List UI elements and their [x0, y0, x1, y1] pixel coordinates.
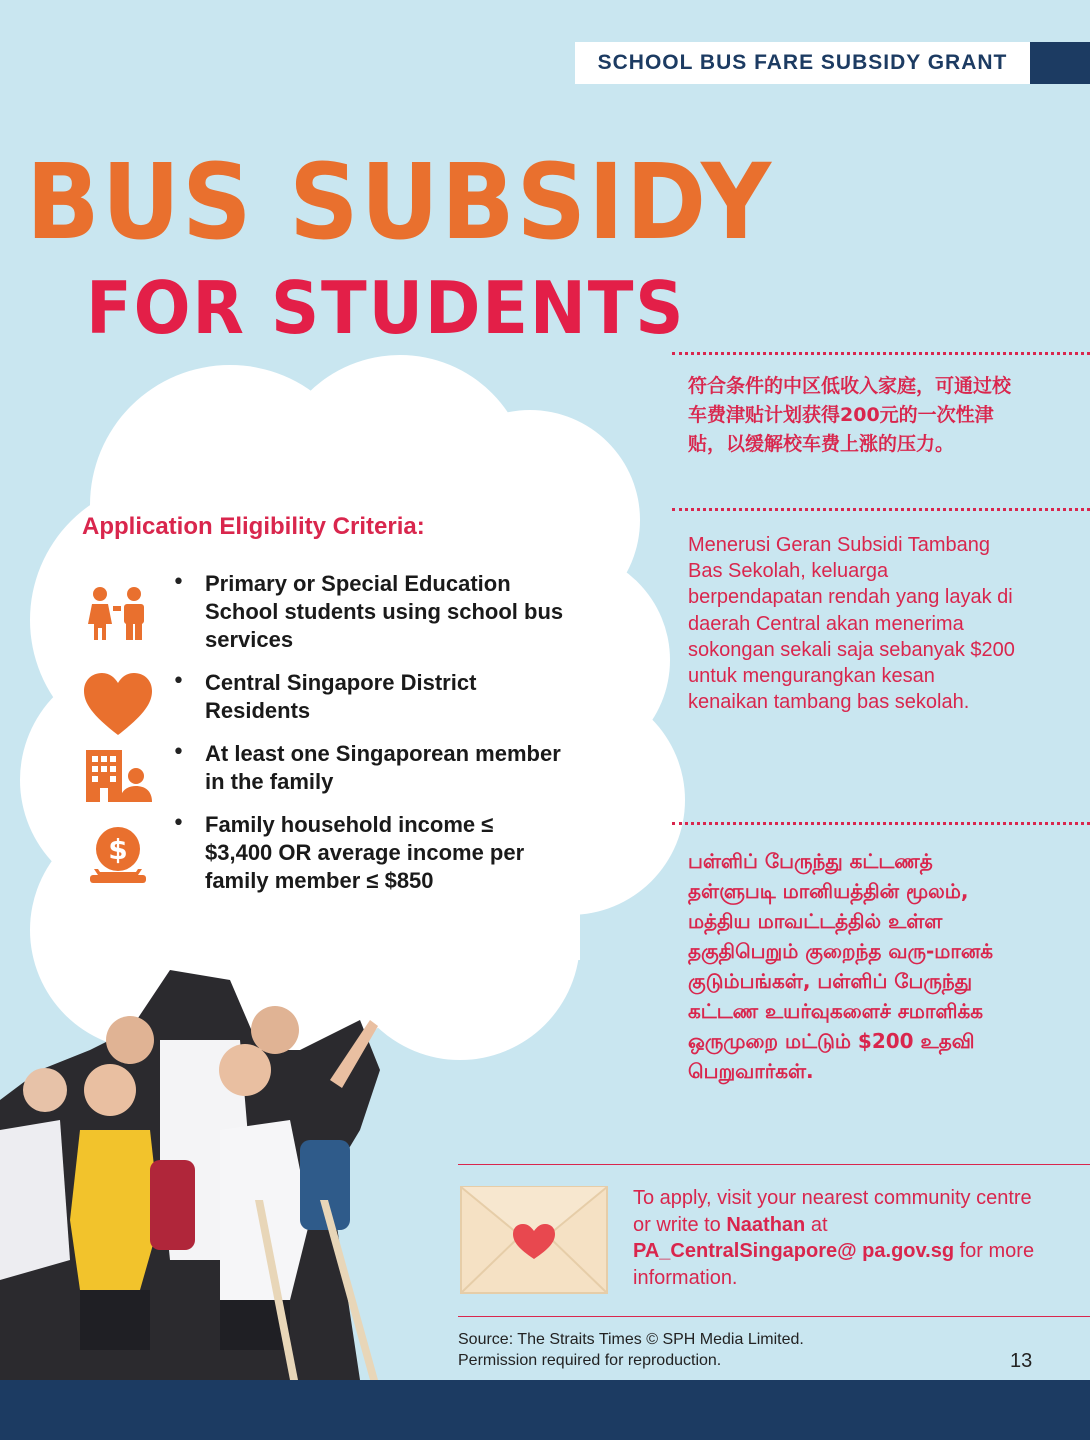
bullet: •: [172, 811, 185, 836]
criteria-item: [80, 740, 560, 800]
apply-text-after: for more information.: [633, 1240, 1035, 1289]
dotted-divider: [672, 822, 1090, 825]
source-line-1: Source: The Straits Times © SPH Media Limited.: [458, 1331, 804, 1348]
section-rule: [458, 1164, 1090, 1165]
heart-icon: [80, 669, 156, 745]
dotted-divider: [672, 508, 1090, 511]
section-rule: [458, 1316, 1090, 1317]
contact-name: Naathan: [726, 1213, 806, 1236]
criteria-item-text: Central Singapore District Residents: [205, 670, 477, 723]
family-building-icon: [80, 744, 156, 820]
page-number: 13: [1010, 1350, 1033, 1372]
envelope-icon: [459, 1185, 609, 1295]
title-line-2: FOR STUDENTS: [86, 266, 686, 350]
children-icon: [80, 582, 156, 658]
apply-text-before: To apply, visit your nearest community centre or write to: [633, 1187, 1032, 1236]
section-header-label: SCHOOL BUS FARE SUBSIDY GRANT: [597, 51, 1008, 74]
title-line-1: BUS SUBSIDY: [26, 141, 773, 263]
malay-text: Menerusi Geran Subsidi Tambang Bas Sekolah, keluarga berpendapatan rendah yang layak di daerah Central akan menerima sokongan sekali saja sebanyak $200 untuk mengurangkan kesan kenaikan tambang bas sekolah.: [688, 534, 1015, 714]
apply-info: [633, 1185, 1043, 1291]
bullet: •: [172, 570, 185, 595]
income-coin-icon: [80, 821, 156, 897]
chinese-text: 符合条件的中区低收入家庭，可通过校车费津贴计划获得200元的一次性津贴，以缓解校车费上涨的压力。: [688, 375, 1012, 455]
bullet: •: [172, 740, 185, 765]
bullet: •: [172, 669, 185, 694]
criteria-item: [80, 811, 560, 901]
dotted-divider: [672, 352, 1090, 355]
source-credit: [458, 1329, 804, 1371]
svg-text:$: $: [108, 833, 128, 866]
contact-email[interactable]: PA_CentralSingapore@ pa.gov.sg: [633, 1240, 955, 1262]
footer-bar: [0, 1380, 1090, 1440]
criteria-heading: Application Eligibility Criteria:: [82, 513, 425, 540]
criteria-item-text: Family household income ≤ $3,400 OR average income per family member ≤ $850: [205, 812, 525, 893]
source-line-2: Permission required for reproduction.: [458, 1352, 722, 1369]
tamil-text: பள்ளிப் பேருந்து கட்டணத் தள்ளுபடி மானியத்தின் மூலம், மத்திய மாவட்டத்தில் உள்ள தகுதிபெறும் குறைந்த வரு-மானக் குடும்பங்கள், பள்ளிப் பேருந்து கட்டண உயர்வுகளைச் சமாளிக்க ஒருமுறை மட்டும் $200 உதவி பெறுவார்கள்.: [688, 849, 994, 1083]
criteria-item-text: At least one Singaporean member in the family: [205, 741, 561, 794]
students-photo: [0, 960, 420, 1380]
criteria-item: [80, 570, 564, 660]
criteria-item-text: Primary or Special Education School students using school bus services: [205, 571, 564, 652]
criteria-item: [80, 669, 560, 729]
apply-at-word: at: [805, 1213, 828, 1236]
